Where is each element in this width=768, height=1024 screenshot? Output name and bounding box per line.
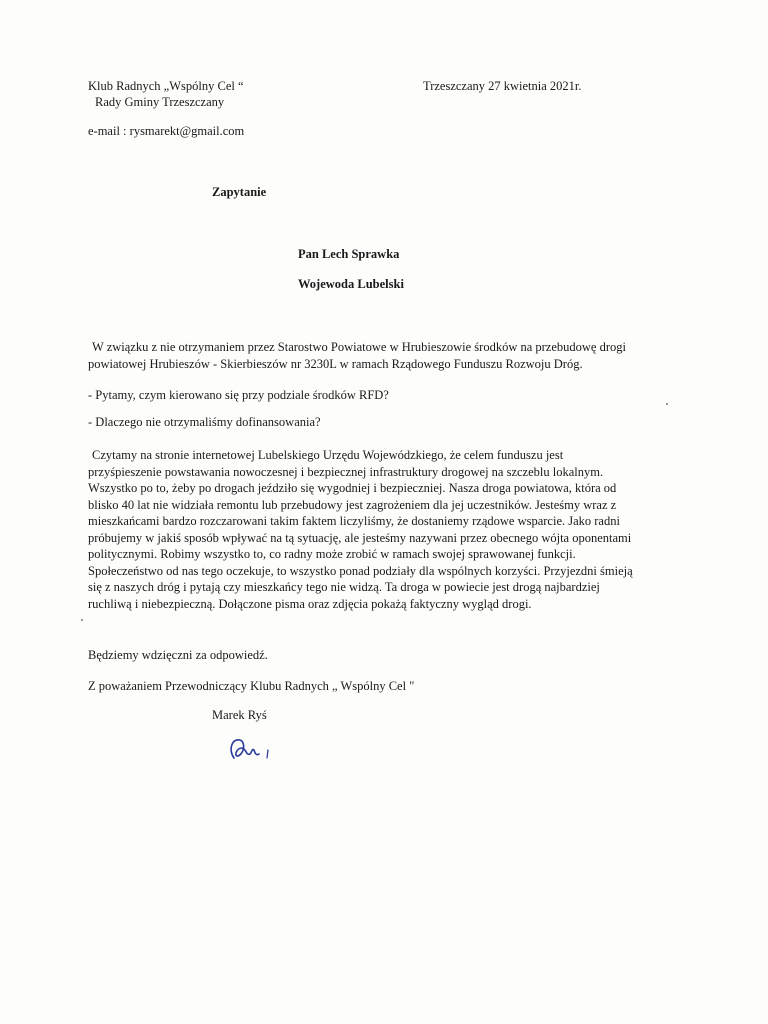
sender-block bbox=[88, 78, 244, 110]
text-line: blisko 40 lat nie widziała remontu lub przebudowy jest zagrożeniem dla jej uczestników. Jesteśmy wraz z bbox=[88, 497, 617, 512]
text-line: przyśpieszenie powstawania nowoczesnej i bezpiecznej infrastruktury drogowej na szczeblu lokalnym. bbox=[88, 464, 604, 479]
text-line: próbujemy w jakiś sposób wpływać na tą sytuację, ale jesteśmy nazywani przez obecnego wójta oponentami bbox=[88, 530, 632, 545]
handwritten-signature bbox=[224, 728, 284, 768]
thanks-line: Będziemy wdzięczni za odpowiedź. bbox=[88, 648, 268, 662]
text-line: W związku z nie otrzymaniem przez Starostwo Powiatowe w Hrubieszowie środków na przebudowę drogi bbox=[92, 340, 626, 354]
body-paragraph-main bbox=[88, 447, 708, 612]
question-1: - Pytamy, czym kierowano się przy podziale środków RFD? bbox=[88, 388, 389, 402]
body-paragraph-intro bbox=[88, 339, 708, 372]
sender-email: e-mail : rysmarekt@gmail.com bbox=[88, 124, 245, 138]
letter-date: Trzeszczany 27 kwietnia 2021r. bbox=[423, 79, 582, 93]
scan-speck bbox=[81, 619, 83, 621]
text-line: Społeczeństwo od nas tego oczekuje, to wszystko ponad podziały dla wspólnych korzyści. Przyjezdni śmieją bbox=[88, 563, 633, 578]
letter-subject: Zapytanie bbox=[212, 185, 267, 199]
text-line: Wszystko po to, żeby po drogach jeździło się wygodniej i bezpieczniej. Nasza droga powiatowa, która od bbox=[88, 481, 617, 495]
text-line: politycznymi. Robimy wszystko to, co radny może zrobić w ramach swojej sprawowanej funkcji. bbox=[88, 547, 576, 561]
addressee-name: Pan Lech Sprawka bbox=[298, 247, 400, 261]
text-line: się z naszych dróg i pytają czy mieszkańcy tego nie widzą. Ta droga w powiecie jest drogą najbardziej bbox=[88, 580, 600, 594]
text-line: ruchliwą i niebezpieczną. Dołączone pisma oraz zdjęcia pokażą faktyczny wygląd drogi. bbox=[88, 596, 532, 611]
sender-council-name: Rady Gminy Trzeszczany bbox=[95, 95, 225, 109]
text-line: Czytamy na stronie internetowej Lubelskiego Urzędu Wojewódzkiego, że celem funduszu jest bbox=[92, 448, 564, 462]
sender-club-name: Klub Radnych „Wspólny Cel “ bbox=[88, 79, 244, 93]
scan-speck bbox=[666, 403, 668, 405]
addressee-title: Wojewoda Lubelski bbox=[298, 277, 404, 291]
signer-name: Marek Ryś bbox=[212, 708, 267, 722]
question-2: - Dlaczego nie otrzymaliśmy dofinansowania? bbox=[88, 415, 321, 429]
text-line: powiatowej Hrubieszów - Skierbieszów nr 3230L w ramach Rządowego Funduszu Rozwoju Dróg. bbox=[88, 356, 583, 371]
closing-line: Z poważaniem Przewodniczący Klubu Radnych „ Wspólny Cel " bbox=[88, 679, 415, 693]
text-line: mieszkańcami bardzo rozczarowani takim faktem liczyliśmy, że dostaniemy rządowe wsparcie. Jako radni bbox=[88, 514, 620, 528]
